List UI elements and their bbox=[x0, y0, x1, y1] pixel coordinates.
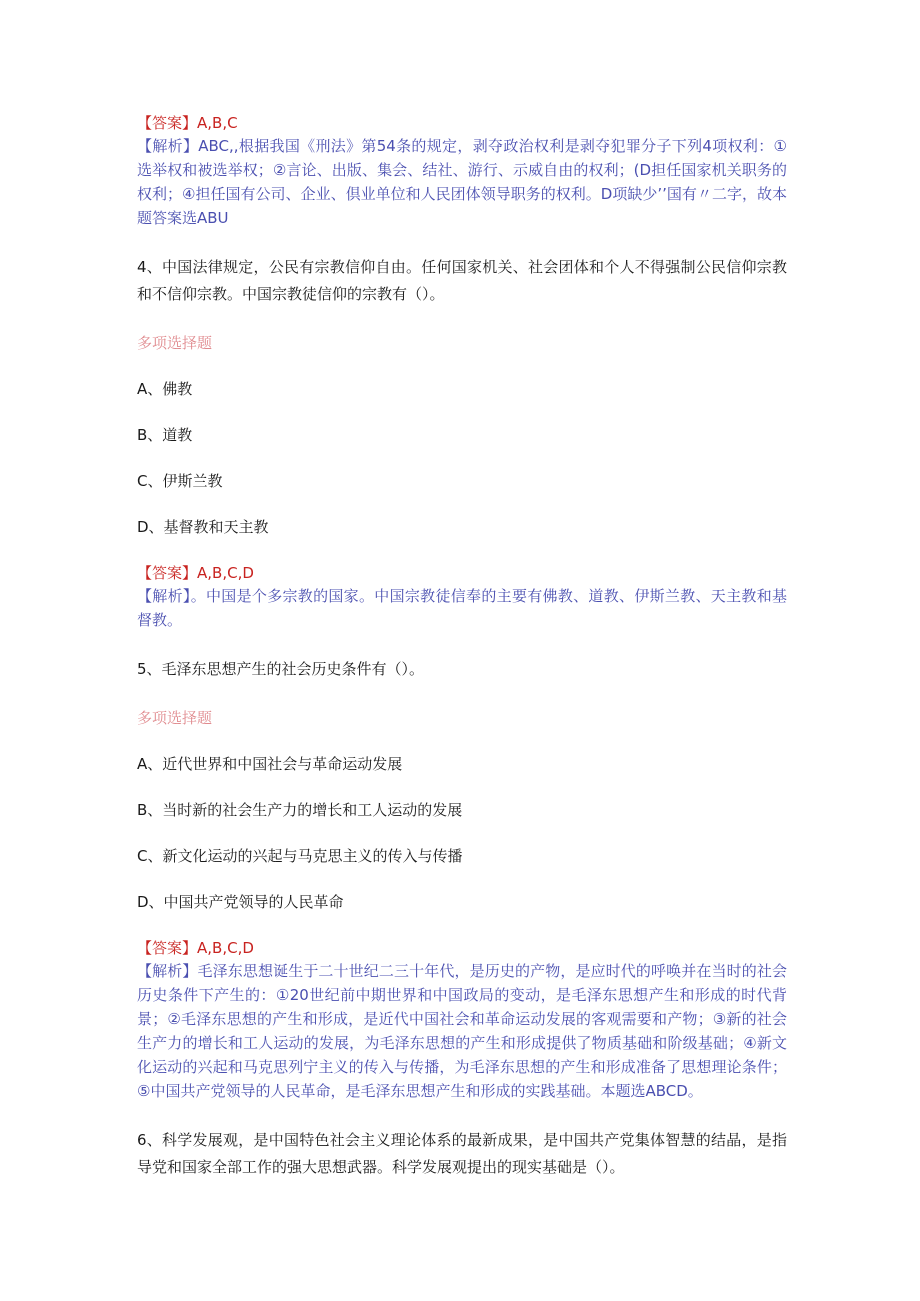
answer-line-q5 bbox=[137, 937, 787, 959]
analysis-tag: 【解析】 bbox=[137, 137, 199, 155]
analysis-q3 bbox=[137, 134, 787, 230]
analysis-text: ABC,,根据我国《刑法》第54条的规定，剥夺政治权利是剥夺犯罪分子下列4项权利：①选举权和被选举权；②言论、出版、集会、结社、游行、示威自由的权利；(D担任国家机关职务的权利；④担任国有公司、企业、倶业单位和人民团体领导职务的权利。D项缺少’’国有〃二字，故本题答案选ABU bbox=[137, 137, 787, 227]
analysis-tag: 【解析】 bbox=[137, 587, 191, 605]
question-type: 多项选择题 bbox=[137, 709, 213, 727]
analysis-tag: 【解析】 bbox=[137, 962, 198, 980]
question-5: 5、毛泽东思想产生的社会历史条件有（）。 bbox=[137, 660, 425, 678]
option-d[interactable]: D、基督教和天主教 bbox=[137, 518, 269, 536]
option-b[interactable]: B、当时新的社会生产力的增长和工人运动的发展 bbox=[137, 801, 463, 819]
answer-value: A,B,C bbox=[197, 114, 238, 132]
document-page bbox=[137, 112, 787, 1181]
answer-value: A,B,C,D bbox=[197, 939, 254, 957]
question-type: 多项选择题 bbox=[137, 334, 213, 352]
option-c[interactable]: C、伊斯兰教 bbox=[137, 472, 223, 490]
option-a[interactable]: A、佛教 bbox=[137, 380, 193, 398]
answer-tag: 【答案】 bbox=[137, 114, 198, 132]
option-b[interactable]: B、道教 bbox=[137, 426, 193, 444]
option-d[interactable]: D、中国共产党领导的人民革命 bbox=[137, 893, 344, 911]
analysis-q5 bbox=[137, 959, 787, 1103]
option-a[interactable]: A、近代世界和中国社会与革命运动发展 bbox=[137, 755, 403, 773]
answer-tag: 【答案】 bbox=[137, 939, 198, 957]
option-c[interactable]: C、新文化运动的兴起与马克思主义的传入与传播 bbox=[137, 847, 463, 865]
analysis-q4 bbox=[137, 584, 787, 632]
analysis-text: 。中国是个多宗教的国家。中国宗教徒信奉的主要有佛教、道教、伊斯兰教、天主教和基督教。 bbox=[137, 587, 787, 629]
answer-line-q4 bbox=[137, 562, 787, 584]
answer-tag: 【答案】 bbox=[137, 564, 198, 582]
question-6: 6、科学发展观，是中国特色社会主义理论体系的最新成果，是中国共产党集体智慧的结晶，是指导党和国家全部工作的强大思想武器。科学发展观提出的现实基础是（）。 bbox=[137, 1131, 787, 1176]
question-4: 4、中国法律规定，公民有宗教信仰自由。任何国家机关、社会团体和个人不得强制公民信仰宗教和不信仰宗教。中国宗教徒信仰的宗教有（）。 bbox=[137, 258, 787, 303]
answer-line-q3 bbox=[137, 112, 787, 134]
answer-value: A,B,C,D bbox=[197, 564, 254, 582]
analysis-text: 毛泽东思想诞生于二十世纪二三十年代，是历史的产物，是应时代的呼唤并在当时的社会历史条件下产生的：①20世纪前中期世界和中国政局的变动，是毛泽东思想产生和形成的时代背景；②毛泽东思想的产生和形成，是近代中国社会和革命运动发展的客观需要和产物；③新的社会生产力的增长和工人运动的发展，为毛泽东思想的产生和形成提供了物质基础和阶级基础；④新文化运动的兴起和马克思列宁主义的传入与传播，为毛泽东思想的产生和形成准备了思想理论条件；⑤中国共产党领导的人民革命，是毛泽东思想产生和形成的实践基础。本题选ABCD。 bbox=[137, 962, 787, 1100]
